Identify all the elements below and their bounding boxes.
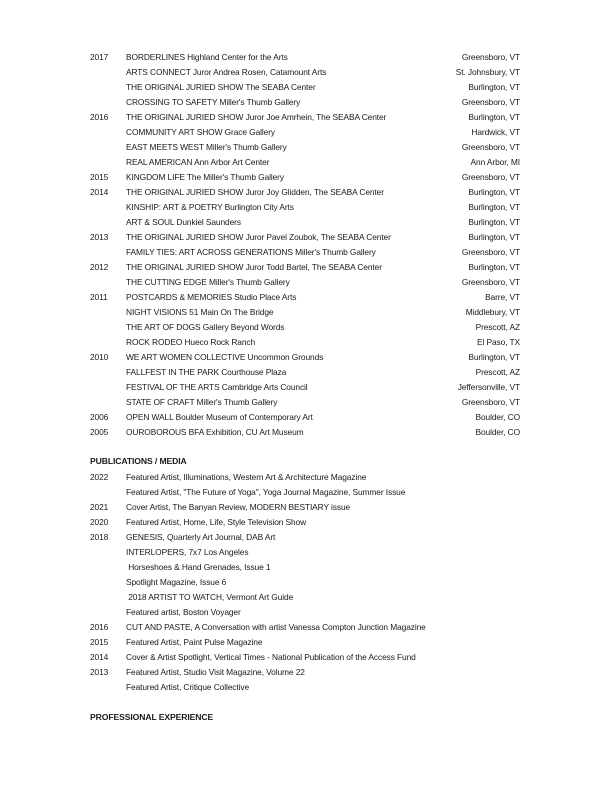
exhibition-title: EAST MEETS WEST [126, 142, 204, 152]
exhibition-row [0, 305, 612, 320]
exhibition-title: FESTIVAL OF THE ARTS [126, 382, 220, 392]
exhibition-title: POSTCARDS & MEMORIES [126, 292, 232, 302]
exhibition-entry [126, 425, 304, 440]
exhibition-location: Greensboro, VT [461, 397, 520, 407]
exhibition-year: 2012 [90, 262, 109, 272]
publication-text: Featured Artist, Studio Visit Magazine, Volume 22 [126, 667, 305, 677]
exhibition-entry [126, 380, 308, 395]
publication-row [0, 590, 612, 605]
exhibition-year: 2017 [90, 52, 109, 62]
exhibition-row [0, 395, 612, 410]
exhibition-venue: 51 Main On The Bridge [189, 307, 274, 317]
exhibition-entry [126, 320, 284, 335]
exhibition-location: Burlington, VT [468, 262, 520, 272]
exhibition-row [0, 275, 612, 290]
exhibition-entry [126, 410, 313, 425]
publication-text: GENESIS, Quarterly Art Journal, DAB Art [126, 532, 276, 542]
exhibition-venue: Boulder Museum of Contemporary Art [175, 412, 313, 422]
exhibition-year: 2015 [90, 172, 109, 182]
exhibition-row [0, 260, 612, 275]
exhibition-location: Prescott, AZ [475, 322, 520, 332]
exhibition-row [0, 95, 612, 110]
exhibition-venue: Grace Gallery [224, 127, 275, 137]
exhibition-venue: Juror Andrea Rosen, Catamount Arts [192, 67, 327, 77]
exhibition-venue: Juror Todd Bartel, The SEABA Center [245, 262, 382, 272]
exhibition-entry [126, 305, 273, 320]
exhibition-title: CROSSING TO SAFETY [126, 97, 218, 107]
publication-text: Featured Artist, Illuminations, Western Art & Architecture Magazine [126, 472, 367, 482]
publication-text: Horseshoes & Hand Grenades, Issue 1 [126, 562, 271, 572]
publication-year: 2013 [90, 667, 109, 677]
exhibition-venue: Highland Center for the Arts [187, 52, 288, 62]
exhibition-year: 2006 [90, 412, 109, 422]
exhibition-title: THE ORIGINAL JURIED SHOW [126, 262, 244, 272]
exhibition-row [0, 380, 612, 395]
publication-text: Featured Artist, Paint Pulse Magazine [126, 637, 263, 647]
publication-year: 2015 [90, 637, 109, 647]
exhibition-year: 2010 [90, 352, 109, 362]
exhibition-venue: Uncommon Grounds [247, 352, 324, 362]
exhibition-venue: Juror Pavel Zoubok, The SEABA Center [245, 232, 391, 242]
exhibition-entry [126, 155, 269, 170]
exhibition-location: Greensboro, VT [461, 97, 520, 107]
exhibition-title: THE ORIGINAL JURIED SHOW [126, 82, 244, 92]
exhibition-year: 2005 [90, 427, 109, 437]
exhibition-location: Greensboro, VT [461, 247, 520, 257]
exhibition-venue: Hueco Rock Ranch [184, 337, 256, 347]
exhibition-venue: Miller's Thumb Gallery [196, 397, 278, 407]
exhibition-year: 2016 [90, 112, 109, 122]
exhibition-row [0, 245, 612, 260]
exhibition-row [0, 230, 612, 245]
exhibition-row [0, 80, 612, 95]
exhibition-entry [126, 350, 323, 365]
exhibition-row [0, 290, 612, 305]
publication-text: CUT AND PASTE, A Conversation with artist Vanessa Compton Junction Magazine [126, 622, 426, 632]
exhibition-title: THE ORIGINAL JURIED SHOW [126, 232, 244, 242]
exhibition-entry [126, 245, 376, 260]
exhibition-title: THE CUTTING EDGE [126, 277, 207, 287]
exhibition-venue: Cambridge Arts Council [221, 382, 308, 392]
exhibition-entry [126, 110, 386, 125]
exhibition-title: THE ORIGINAL JURIED SHOW [126, 187, 244, 197]
exhibition-location: El Paso, TX [477, 337, 520, 347]
exhibition-title: FAMILY TIES: ART ACROSS GENERATIONS [126, 247, 293, 257]
exhibition-location: Ann Arbor, MI [470, 157, 520, 167]
exhibition-location: Middlebury, VT [465, 307, 520, 317]
publication-row [0, 500, 612, 515]
exhibition-location: Boulder, CO [475, 412, 520, 422]
exhibition-title: STATE OF CRAFT [126, 397, 195, 407]
publication-text: Featured Artist, Home, Life, Style Television Show [126, 517, 307, 527]
exhibition-row [0, 320, 612, 335]
exhibition-location: Barre, VT [485, 292, 520, 302]
publication-row [0, 485, 612, 500]
exhibition-title: COMMUNITY ART SHOW [126, 127, 223, 137]
exhibition-row [0, 110, 612, 125]
publication-text: Spotlight Magazine, Issue 6 [126, 577, 227, 587]
exhibition-location: Prescott, AZ [475, 367, 520, 377]
exhibition-location: Burlington, VT [468, 112, 520, 122]
exhibition-row [0, 155, 612, 170]
exhibition-entry [126, 170, 284, 185]
exhibition-title: NIGHT VISIONS [126, 307, 187, 317]
publication-row [0, 515, 612, 530]
exhibition-title: OUROBOROUS [126, 427, 187, 437]
publication-year: 2022 [90, 472, 109, 482]
exhibition-venue: Miller's Thumb Gallery [219, 97, 301, 107]
exhibition-entry [126, 80, 316, 95]
exhibition-location: St. Johnsbury, VT [455, 67, 520, 77]
exhibition-title: WE ART WOMEN COLLECTIVE [126, 352, 246, 362]
exhibition-title: OPEN WALL [126, 412, 174, 422]
publication-year: 2016 [90, 622, 109, 632]
exhibition-venue: Miller's Thumb Gallery [206, 142, 287, 152]
publication-text: Featured Artist, Critique Collective [126, 682, 250, 692]
exhibition-title: FALLFEST IN THE PARK [126, 367, 219, 377]
exhibition-row [0, 335, 612, 350]
exhibition-location: Burlington, VT [468, 232, 520, 242]
publication-year: 2021 [90, 502, 109, 512]
exhibition-entry [126, 140, 287, 155]
publication-text: Featured Artist, "The Future of Yoga", Yoga Journal Magazine, Summer Issue [126, 487, 406, 497]
exhibition-entry [126, 200, 294, 215]
exhibition-row [0, 200, 612, 215]
exhibition-title: KINSHIP: ART & POETRY [126, 202, 223, 212]
experience-heading: PROFESSIONAL EXPERIENCE [90, 712, 214, 722]
exhibition-location: Greensboro, VT [461, 142, 520, 152]
publication-row [0, 545, 612, 560]
exhibition-row [0, 425, 612, 440]
exhibition-location: Jeffersonville, VT [457, 382, 520, 392]
publication-text: Cover & Artist Spotlight, Vertical Times - National Publication of the Access Fund [126, 652, 416, 662]
publications-heading: PUBLICATIONS / MEDIA [90, 456, 187, 466]
exhibition-year: 2013 [90, 232, 109, 242]
exhibition-row [0, 410, 612, 425]
publication-row [0, 665, 612, 680]
exhibition-title: THE ORIGINAL JURIED SHOW [126, 112, 244, 122]
publication-year: 2014 [90, 652, 109, 662]
exhibition-row [0, 140, 612, 155]
exhibition-row [0, 125, 612, 140]
exhibition-venue: The Miller's Thumb Gallery [186, 172, 284, 182]
exhibition-row [0, 50, 612, 65]
exhibition-entry [126, 185, 384, 200]
publication-text: INTERLOPERS, 7x7 Los Angeles [126, 547, 249, 557]
exhibition-title: THE ART OF DOGS [126, 322, 201, 332]
exhibition-entry [126, 50, 288, 65]
exhibition-entry [126, 230, 391, 245]
publication-year: 2018 [90, 532, 109, 542]
exhibition-row [0, 65, 612, 80]
exhibition-title: REAL AMERICAN [126, 157, 193, 167]
exhibition-venue: Miller's Thumb Gallery [209, 277, 290, 287]
exhibition-location: Greensboro, VT [461, 52, 520, 62]
exhibition-year: 2014 [90, 187, 109, 197]
exhibition-row [0, 185, 612, 200]
exhibition-row [0, 350, 612, 365]
exhibition-location: Burlington, VT [468, 352, 520, 362]
exhibition-entry [126, 215, 241, 230]
publication-row [0, 650, 612, 665]
exhibition-location: Burlington, VT [468, 217, 520, 227]
publication-text: 2018 ARTIST TO WATCH, Vermont Art Guide [126, 592, 294, 602]
exhibition-entry [126, 290, 296, 305]
exhibition-venue: Studio Place Arts [234, 292, 297, 302]
exhibition-location: Greensboro, VT [461, 172, 520, 182]
exhibition-location: Burlington, VT [468, 187, 520, 197]
exhibition-entry [126, 275, 290, 290]
publication-row [0, 635, 612, 650]
publication-row [0, 620, 612, 635]
publication-row [0, 575, 612, 590]
exhibition-entry [126, 65, 326, 80]
exhibition-venue: Dunkiel Saunders [176, 217, 241, 227]
exhibition-venue: Ann Arbor Art Center [194, 157, 270, 167]
publication-row [0, 605, 612, 620]
exhibition-venue: Miller's Thumb Gallery [295, 247, 376, 257]
exhibition-title: ART & SOUL [126, 217, 175, 227]
exhibition-venue: Burlington City Arts [224, 202, 294, 212]
publication-text: Featured artist, Boston Voyager [126, 607, 241, 617]
exhibition-venue: BFA Exhibition, CU Art Museum [188, 427, 304, 437]
exhibition-location: Hardwick, VT [471, 127, 520, 137]
exhibition-row [0, 365, 612, 380]
exhibition-location: Burlington, VT [468, 202, 520, 212]
exhibition-venue: Courthouse Plaza [221, 367, 287, 377]
exhibition-location: Boulder, CO [475, 427, 520, 437]
exhibition-title: KINGDOM LIFE [126, 172, 185, 182]
exhibition-title: ROCK RODEO [126, 337, 183, 347]
exhibition-entry [126, 335, 255, 350]
publication-row [0, 560, 612, 575]
exhibition-entry [126, 95, 300, 110]
exhibition-entry [126, 365, 286, 380]
exhibition-location: Burlington, VT [468, 82, 520, 92]
publication-row [0, 470, 612, 485]
publication-year: 2020 [90, 517, 109, 527]
exhibition-venue: Gallery Beyond Words [202, 322, 285, 332]
publication-row [0, 530, 612, 545]
exhibition-entry [126, 125, 275, 140]
exhibition-row [0, 170, 612, 185]
exhibition-title: BORDERLINES [126, 52, 185, 62]
exhibition-venue: Juror Joy Glidden, The SEABA Center [245, 187, 384, 197]
publication-row [0, 680, 612, 695]
exhibition-row [0, 215, 612, 230]
exhibition-entry [126, 395, 277, 410]
exhibition-location: Greensboro, VT [461, 277, 520, 287]
exhibition-venue: Juror Joe Amrhein, The SEABA Center [245, 112, 387, 122]
exhibition-title: ARTS CONNECT [126, 67, 191, 77]
exhibition-year: 2011 [90, 292, 108, 302]
exhibition-entry [126, 260, 382, 275]
exhibition-venue: The SEABA Center [245, 82, 316, 92]
publication-text: Cover Artist, The Banyan Review, MODERN BESTIARY issue [126, 502, 351, 512]
